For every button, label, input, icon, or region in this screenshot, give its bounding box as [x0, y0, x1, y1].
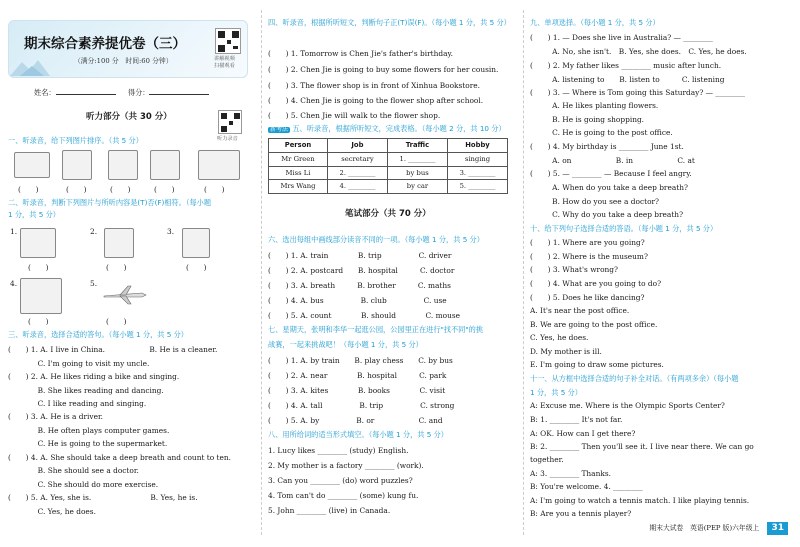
table-cell-blank[interactable]: 1. ________	[387, 152, 447, 166]
s2-item-3: 3.	[167, 227, 175, 236]
s6-line: ( ) 1. A. train B. trip C. driver	[268, 251, 452, 260]
table-row	[269, 166, 508, 180]
section-7-title-cont: 战赛，一起来挑战吧！（每小题 1 分，共 5 分）	[268, 340, 423, 349]
table-cell: by car	[387, 180, 447, 194]
s9-line: C. He is going to the post office.	[530, 128, 673, 137]
s9-line: A. listening to B. listen to C. listening	[530, 75, 725, 84]
s10-line: ( ) 1. Where are you going?	[530, 238, 645, 247]
picture-cinema-icon	[198, 150, 240, 180]
s3-line: ( ) 5. A. Yes, she is. B. Yes, he is.	[8, 493, 198, 502]
s4-line: ( ) 2. Chen Jie is going to buy some flowers for her cousin.	[268, 65, 499, 74]
section-1-title: 一、听录音，给下列图片排序。（共 5 分）	[8, 136, 143, 145]
table-header-cell: Traffic	[387, 139, 447, 153]
table-header-cell: Person	[269, 139, 328, 153]
audio-qr-code-icon[interactable]	[218, 110, 242, 134]
s3-line: ( ) 1. A. I live in China. B. He is a cleaner.	[8, 345, 218, 354]
s4-line: ( ) 4. Chen Jie is going to the flower shop after school.	[268, 96, 484, 105]
s3-line: C. I'm going to visit my uncle.	[8, 359, 150, 368]
s6-line: ( ) 5. A. count B. should C. mouse	[268, 311, 460, 320]
table-cell: by bus	[387, 166, 447, 180]
s9-line: A. No, she isn't. B. Yes, she does. C. Yes, he does.	[530, 47, 747, 56]
s7-line: ( ) 3. A. kites B. books C. visit	[268, 386, 446, 395]
s11-line: A: Excuse me. Where is the Olympic Sports Center?	[530, 401, 725, 410]
picture-doctor-icon	[20, 228, 56, 258]
section-5-title-text: 五、听录音，根据所听短文，完成表格。（每小题 2 分，共 10 分）	[292, 124, 506, 133]
s2-blank-5[interactable]: ( )	[106, 317, 127, 326]
picture-girl-icon	[20, 278, 62, 314]
picture-people-icon	[108, 150, 138, 180]
section-9-title: 九、单项选择。（每小题 1 分，共 5 分）	[530, 18, 660, 27]
page-footer	[649, 522, 788, 535]
table-cell: Mrs Wang	[269, 180, 328, 194]
s2-blank-4[interactable]: ( )	[28, 317, 49, 326]
section-8-title: 八、用所给词的适当形式填空。（每小题 1 分，共 5 分）	[268, 430, 448, 439]
section-3-title: 三、听录音，选择合适的答句。（每小题 1 分，共 5 分）	[8, 330, 188, 339]
s2-blank-2[interactable]: ( )	[106, 263, 127, 272]
s8-line: 5. John ________ (live) in Canada.	[268, 506, 391, 515]
table-row	[269, 152, 508, 166]
s10-line: D. My mother is ill.	[530, 347, 602, 356]
s3-line: ( ) 4. A. She should take a deep breath and count to ten.	[8, 453, 231, 462]
footer-brand: 期末大试卷 英语(PEP 版)六年级上	[649, 524, 760, 532]
mountain-decoration-icon	[10, 56, 50, 76]
s9-line: C. Why do you take a deep breath?	[530, 210, 684, 219]
exam-subtitle: （满分:100 分 时间:60 分钟）	[74, 57, 173, 65]
s10-line: ( ) 2. Where is the museum?	[530, 252, 648, 261]
s11-line: A: I'm going to watch a tennis match. I like playing tennis.	[530, 496, 750, 505]
section-6-title: 六、选出每组中画线部分读音不同的一项。（每小题 1 分，共 5 分）	[268, 235, 484, 244]
s2-blank-1[interactable]: ( )	[28, 263, 49, 272]
s3-line: ( ) 2. A. He likes riding a bike and singing.	[8, 372, 180, 381]
listening-heading: 听力部分（共 30 分）	[86, 112, 172, 122]
table-header-row	[269, 139, 508, 153]
s3-line: B. He often plays computer games.	[8, 426, 170, 435]
table-row	[269, 180, 508, 194]
s2-item-1: 1.	[10, 227, 18, 236]
airplane-icon	[102, 284, 148, 306]
s6-line: ( ) 2. A. postcard B. hospital C. doctor	[268, 266, 455, 275]
s1-blank-4[interactable]: ( )	[154, 185, 175, 194]
s10-line: C. Yes, he does.	[530, 333, 589, 342]
s10-line: B. We are going to the post office.	[530, 320, 658, 329]
picture-boy-icon	[182, 228, 210, 258]
table-cell: Miss Li	[269, 166, 328, 180]
section-11-title: 十一、从方框中选择合适的句子补全对话。（有两项多余）（每小题	[530, 374, 739, 383]
picture-angry-person-icon	[104, 228, 134, 258]
name-label: 姓名：	[34, 88, 56, 97]
s3-line: C. Yes, he does.	[8, 507, 96, 516]
table-header-cell: Hobby	[447, 139, 507, 153]
qr-caption-1: 讲解视频	[214, 56, 235, 62]
s1-blank-1[interactable]: ( )	[18, 185, 39, 194]
s11-line: A: 3. ________ Thanks.	[530, 469, 611, 478]
s2-item-2: 2.	[90, 227, 98, 236]
section-2-title-cont: 1 分，共 5 分）	[8, 210, 60, 219]
s3-line: ( ) 3. A. He is a driver.	[8, 412, 104, 421]
table-cell-blank[interactable]: 3. ________	[447, 166, 507, 180]
written-heading: 笔试部分（共 70 分）	[345, 209, 431, 219]
s10-line: A. It's near the post office.	[530, 306, 630, 315]
s4-line: ( ) 3. The flower shop is in front of Xinhua Bookstore.	[268, 81, 481, 90]
s2-blank-3[interactable]: ( )	[186, 263, 207, 272]
section-7-title: 七、星期天，张明和李华一起逛公园，公园里正在进行"找不同"的挑	[268, 325, 484, 334]
picture-house-icon	[62, 150, 92, 180]
name-score-row	[34, 89, 209, 96]
section-10-title: 十、给下列句子选择合适的答语。（每小题 1 分，共 5 分）	[530, 224, 718, 233]
page-number: 31	[767, 522, 788, 535]
s8-line: 3. Can you ________ (do) word puzzles?	[268, 476, 413, 485]
table-header-cell: Job	[327, 139, 387, 153]
s9-line: ( ) 4. My birthday is ________ June 1st.	[530, 142, 684, 151]
s1-blank-2[interactable]: ( )	[66, 185, 87, 194]
s1-blank-5[interactable]: ( )	[204, 185, 225, 194]
video-qr-code-icon[interactable]	[215, 28, 241, 54]
column-divider	[261, 10, 262, 535]
table-cell: secretary	[327, 152, 387, 166]
section-11-title-cont: 1 分，共 5 分）	[530, 388, 582, 397]
s7-line: ( ) 4. A. tall B. trip C. strong	[268, 401, 455, 410]
s8-line: 4. Tom can't do ________ (some) kung fu.	[268, 491, 419, 500]
s11-line: B: Are you a tennis player?	[530, 509, 632, 518]
new-format-badge: 新考法	[270, 126, 289, 133]
score-label: 得分：	[127, 88, 150, 97]
s3-line: C. He is going to the supermarket.	[8, 439, 168, 448]
column-divider	[523, 10, 524, 535]
s9-line: ( ) 5. — ________ — Because I feel angry.	[530, 169, 692, 178]
s3-line: C. She should do more exercise.	[8, 480, 159, 489]
table-cell-blank[interactable]: 4. ________	[327, 180, 387, 194]
s1-blank-3[interactable]: ( )	[110, 185, 131, 194]
s2-item-4: 4.	[10, 279, 18, 288]
picture-building-icon	[150, 150, 180, 180]
s9-line: B. How do you see a doctor?	[530, 197, 660, 206]
s7-line: ( ) 2. A. near B. hospital C. park	[268, 371, 447, 380]
s7-line: ( ) 5. A. by B. or C. and	[268, 416, 443, 425]
info-table	[268, 138, 508, 194]
s9-line: ( ) 2. My father likes ________ music after lunch.	[530, 61, 722, 70]
s9-line: A. He likes planting flowers.	[530, 101, 659, 110]
audio-qr-caption: 听力录音	[217, 136, 238, 142]
table-cell: singing	[447, 152, 507, 166]
s10-line: ( ) 5. Does he like dancing?	[530, 293, 645, 302]
s8-line: 1. Lucy likes ________ (study) English.	[268, 446, 409, 455]
s11-line: A: OK. How can I get there?	[530, 429, 636, 438]
s6-line: ( ) 4. A. bus B. club C. use	[268, 296, 447, 305]
s2-item-5: 5.	[90, 279, 98, 288]
s11-line: B: 2. ________ Then you'll see it. I live near there. We can go	[530, 442, 754, 451]
s6-line: ( ) 3. A. breath B. brother C. maths	[268, 281, 451, 290]
s3-line: C. I like reading and singing.	[8, 399, 147, 408]
section-4-title: 四、听录音，根据所听短文，判断句子正(T)误(F)。（每小题 1 分，共 5 分）	[268, 18, 511, 27]
qr-caption-2: 扫描观看	[214, 63, 235, 69]
s9-line: A. on B. in C. at	[530, 156, 695, 165]
s9-line: B. He is going shopping.	[530, 115, 645, 124]
exam-title: 期末综合素养提优卷（三）	[24, 36, 186, 52]
s10-line: ( ) 4. What are you going to do?	[530, 279, 662, 288]
s9-line: ( ) 1. — Does she live in Australia? — ________	[530, 33, 713, 42]
s4-line: ( ) 1. Tomorrow is Chen Jie's father's birthday.	[268, 49, 454, 58]
s4-line: ( ) 5. Chen Jie will walk to the flower shop.	[268, 111, 441, 120]
s10-line: E. I'm going to draw some pictures.	[530, 360, 664, 369]
picture-bus-icon	[14, 152, 50, 178]
score-field[interactable]	[149, 94, 209, 95]
s9-line: A. When do you take a deep breath?	[530, 183, 688, 192]
section-2-title: 二、听录音，判断下列图片与所听内容是(T)否(F)相符。（每小题	[8, 198, 212, 207]
s9-line: ( ) 3. — Where is Tom going this Saturday? — ________	[530, 88, 745, 97]
s3-line: B. She should see a doctor.	[8, 466, 139, 475]
s11-line: together.	[530, 455, 564, 464]
table-cell-blank[interactable]: 2. ________	[327, 166, 387, 180]
s3-line: B. She likes reading and dancing.	[8, 386, 164, 395]
name-field[interactable]	[56, 94, 116, 95]
section-5-title	[268, 125, 506, 133]
s10-line: ( ) 3. What's wrong?	[530, 265, 618, 274]
table-cell-blank[interactable]: 5. ________	[447, 180, 507, 194]
s11-line: B: 1. ________ It's not far.	[530, 415, 623, 424]
s7-line: ( ) 1. A. by train B. play chess C. by bus	[268, 356, 453, 365]
s11-line: B: You're welcome. 4. ________	[530, 482, 643, 491]
table-cell: Mr Green	[269, 152, 328, 166]
s8-line: 2. My mother is a factory ________ (work).	[268, 461, 424, 470]
